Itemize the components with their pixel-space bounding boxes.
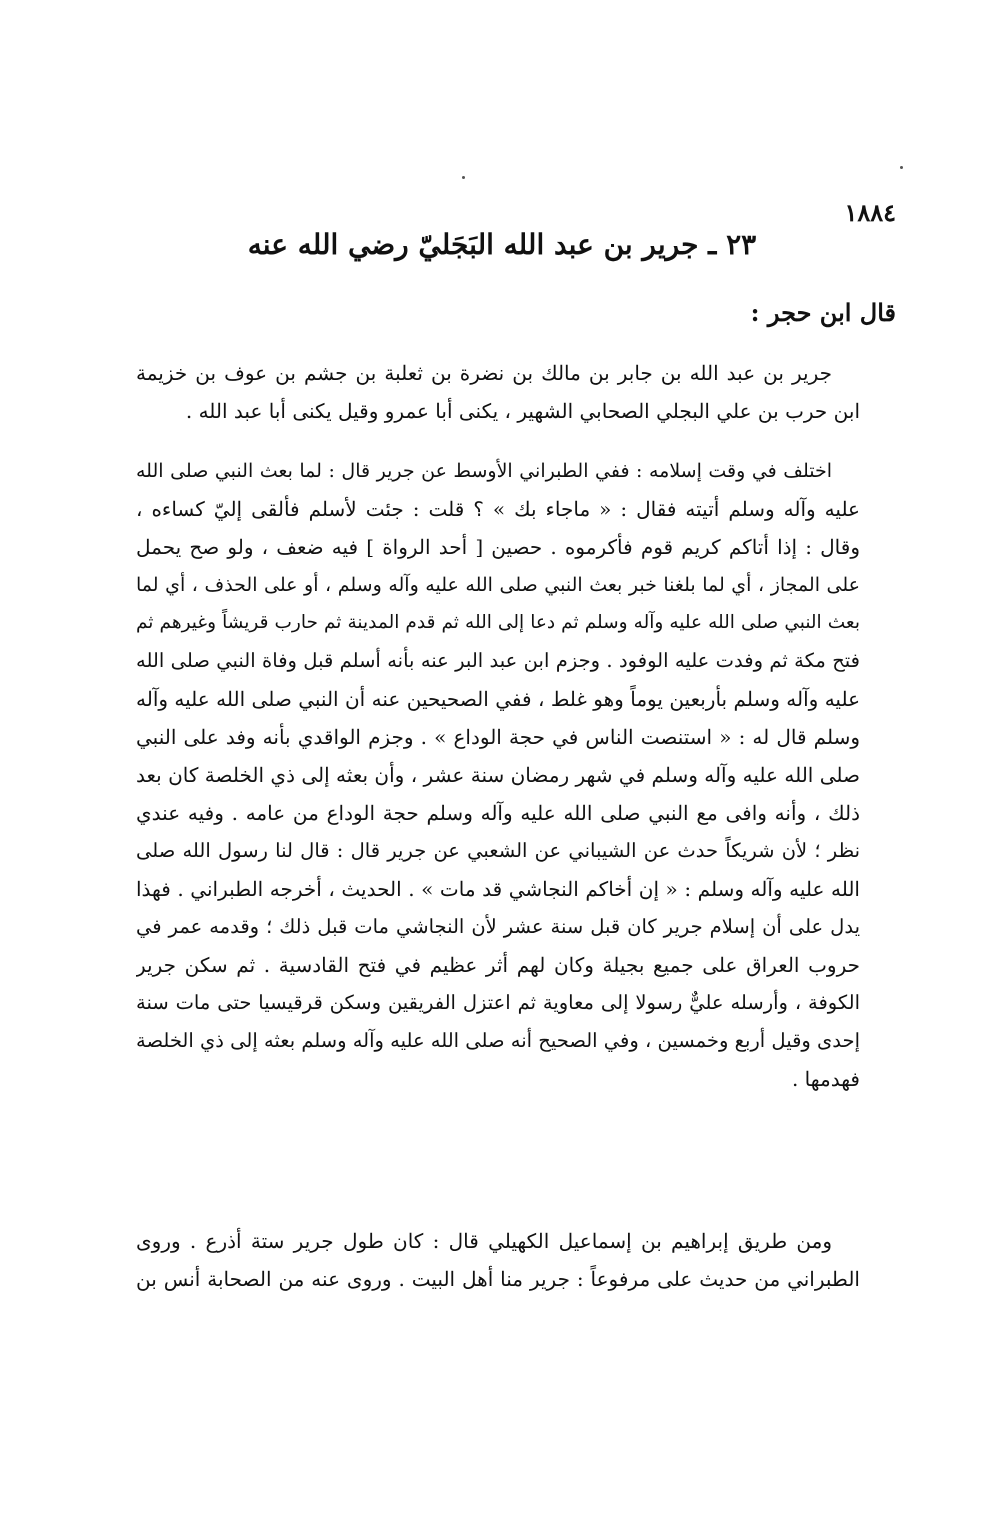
text-line: الله عليه وآله وسلم : « إن أخاكم النجاشي قد مات » . الحديث ، أخرجه الطبراني . فهذا	[136, 877, 860, 901]
paragraph-description	[136, 1222, 860, 1298]
text-line: فتح مكة ثم وفدت عليه الوفود . وجزم ابن عبد البر عنه بأنه أسلم قبل وفاة النبي صلى الله	[136, 649, 860, 672]
text-line: جرير بن عبد الله بن جابر بن مالك بن نضرة بن ثعلبة بن جشم بن عوف بن خزيمة	[136, 361, 832, 385]
text-line: الكوفة ، وأرسله عليٌّ رسولا إلى معاوية ثم اعتزل الفريقين وسكن قرقيسيا حتى مات سنة	[136, 991, 860, 1014]
text-line: وسلم قال له : « استنصت الناس في حجة الوداع » . وجزم الواقدي بأنه وفد على النبي	[136, 725, 860, 749]
page-title: ٢٣ ـ جرير بن عبد الله البَجَليّ رضي الله عنه	[247, 228, 757, 261]
text-line: الطبراني من حديث على مرفوعاً : جرير منا أهل البيت . وروى عنه من الصحابة أنس بن	[136, 1267, 860, 1291]
text-line: بعث النبي صلى الله عليه وآله وسلم ثم دعا إلى الله ثم قدم المدينة ثم حارب قريشاً وغيرهم ثم	[136, 612, 860, 633]
text-line: إحدى وقيل أربع وخمسين ، وفي الصحيح أنه صلى الله عليه وآله وسلم بعثه إلى ذي الخلصة	[136, 1029, 860, 1052]
text-line: ابن حرب بن علي البجلي الصحابي الشهير ، يكنى أبا عمرو وقيل يكنى أبا عبد الله .	[185, 399, 860, 423]
text-line: يدل على أن إسلام جرير كان قبل سنة عشر لأن النجاشي مات قبل ذلك ؛ وقدمه عمر في	[136, 915, 860, 938]
section-heading: قال ابن حجر :	[750, 298, 896, 327]
text-line: اختلف في وقت إسلامه : ففي الطبراني الأوسط عن جرير قال : لما بعث النبي صلى الله	[136, 460, 832, 482]
text-line: حروب العراق على جميع بجيلة وكان لهم أثر عظيم في فتح القادسية . ثم سكن جرير	[136, 953, 860, 977]
text-line: فهدمها .	[791, 1067, 860, 1091]
text-line: عليه وآله وسلم بأربعين يوماً وهو غلط ، ففي الصحيحين عنه أن النبي صلى الله عليه وآله	[136, 687, 860, 711]
page-number: ١٨٨٤	[844, 198, 896, 227]
text-line: وقال : إذا أتاكم كريم قوم فأكرموه . حصين [ أحد الرواة ] فيه ضعف ، ولو صح يحمل	[136, 535, 860, 559]
text-line: عليه وآله وسلم أتيته فقال : « ماجاء بك » ؟ قلت : جئت لأسلم فألقى إليّ كساءه ،	[136, 497, 860, 521]
ink-speck	[900, 166, 903, 169]
text-line: ذلك ، وأنه وافى مع النبي صلى الله عليه وآله وسلم حجة الوداع من عامه . وفيه عندي	[136, 801, 860, 825]
text-line: نظر ؛ لأن شريكاً حدث عن الشيباني عن الشعبي عن جرير قال : قال لنا رسول الله صلى	[136, 839, 860, 862]
text-line: على المجاز ، أي لما بلغنا خبر بعث النبي صلى الله عليه وآله وسلم ، أو على الحذف ، أي لما	[136, 574, 860, 596]
ink-speck	[462, 176, 465, 179]
text-line: صلى الله عليه وآله وسلم في شهر رمضان سنة عشر ، وأن بعثه إلى ذي الخلصة كان بعد	[136, 763, 860, 787]
text-line: ومن طريق إبراهيم بن إسماعيل الكهيلي قال : كان طول جرير ستة أذرع . وروى	[136, 1229, 832, 1253]
paragraph-lineage	[136, 354, 860, 430]
paragraph-conversion	[136, 452, 860, 1098]
